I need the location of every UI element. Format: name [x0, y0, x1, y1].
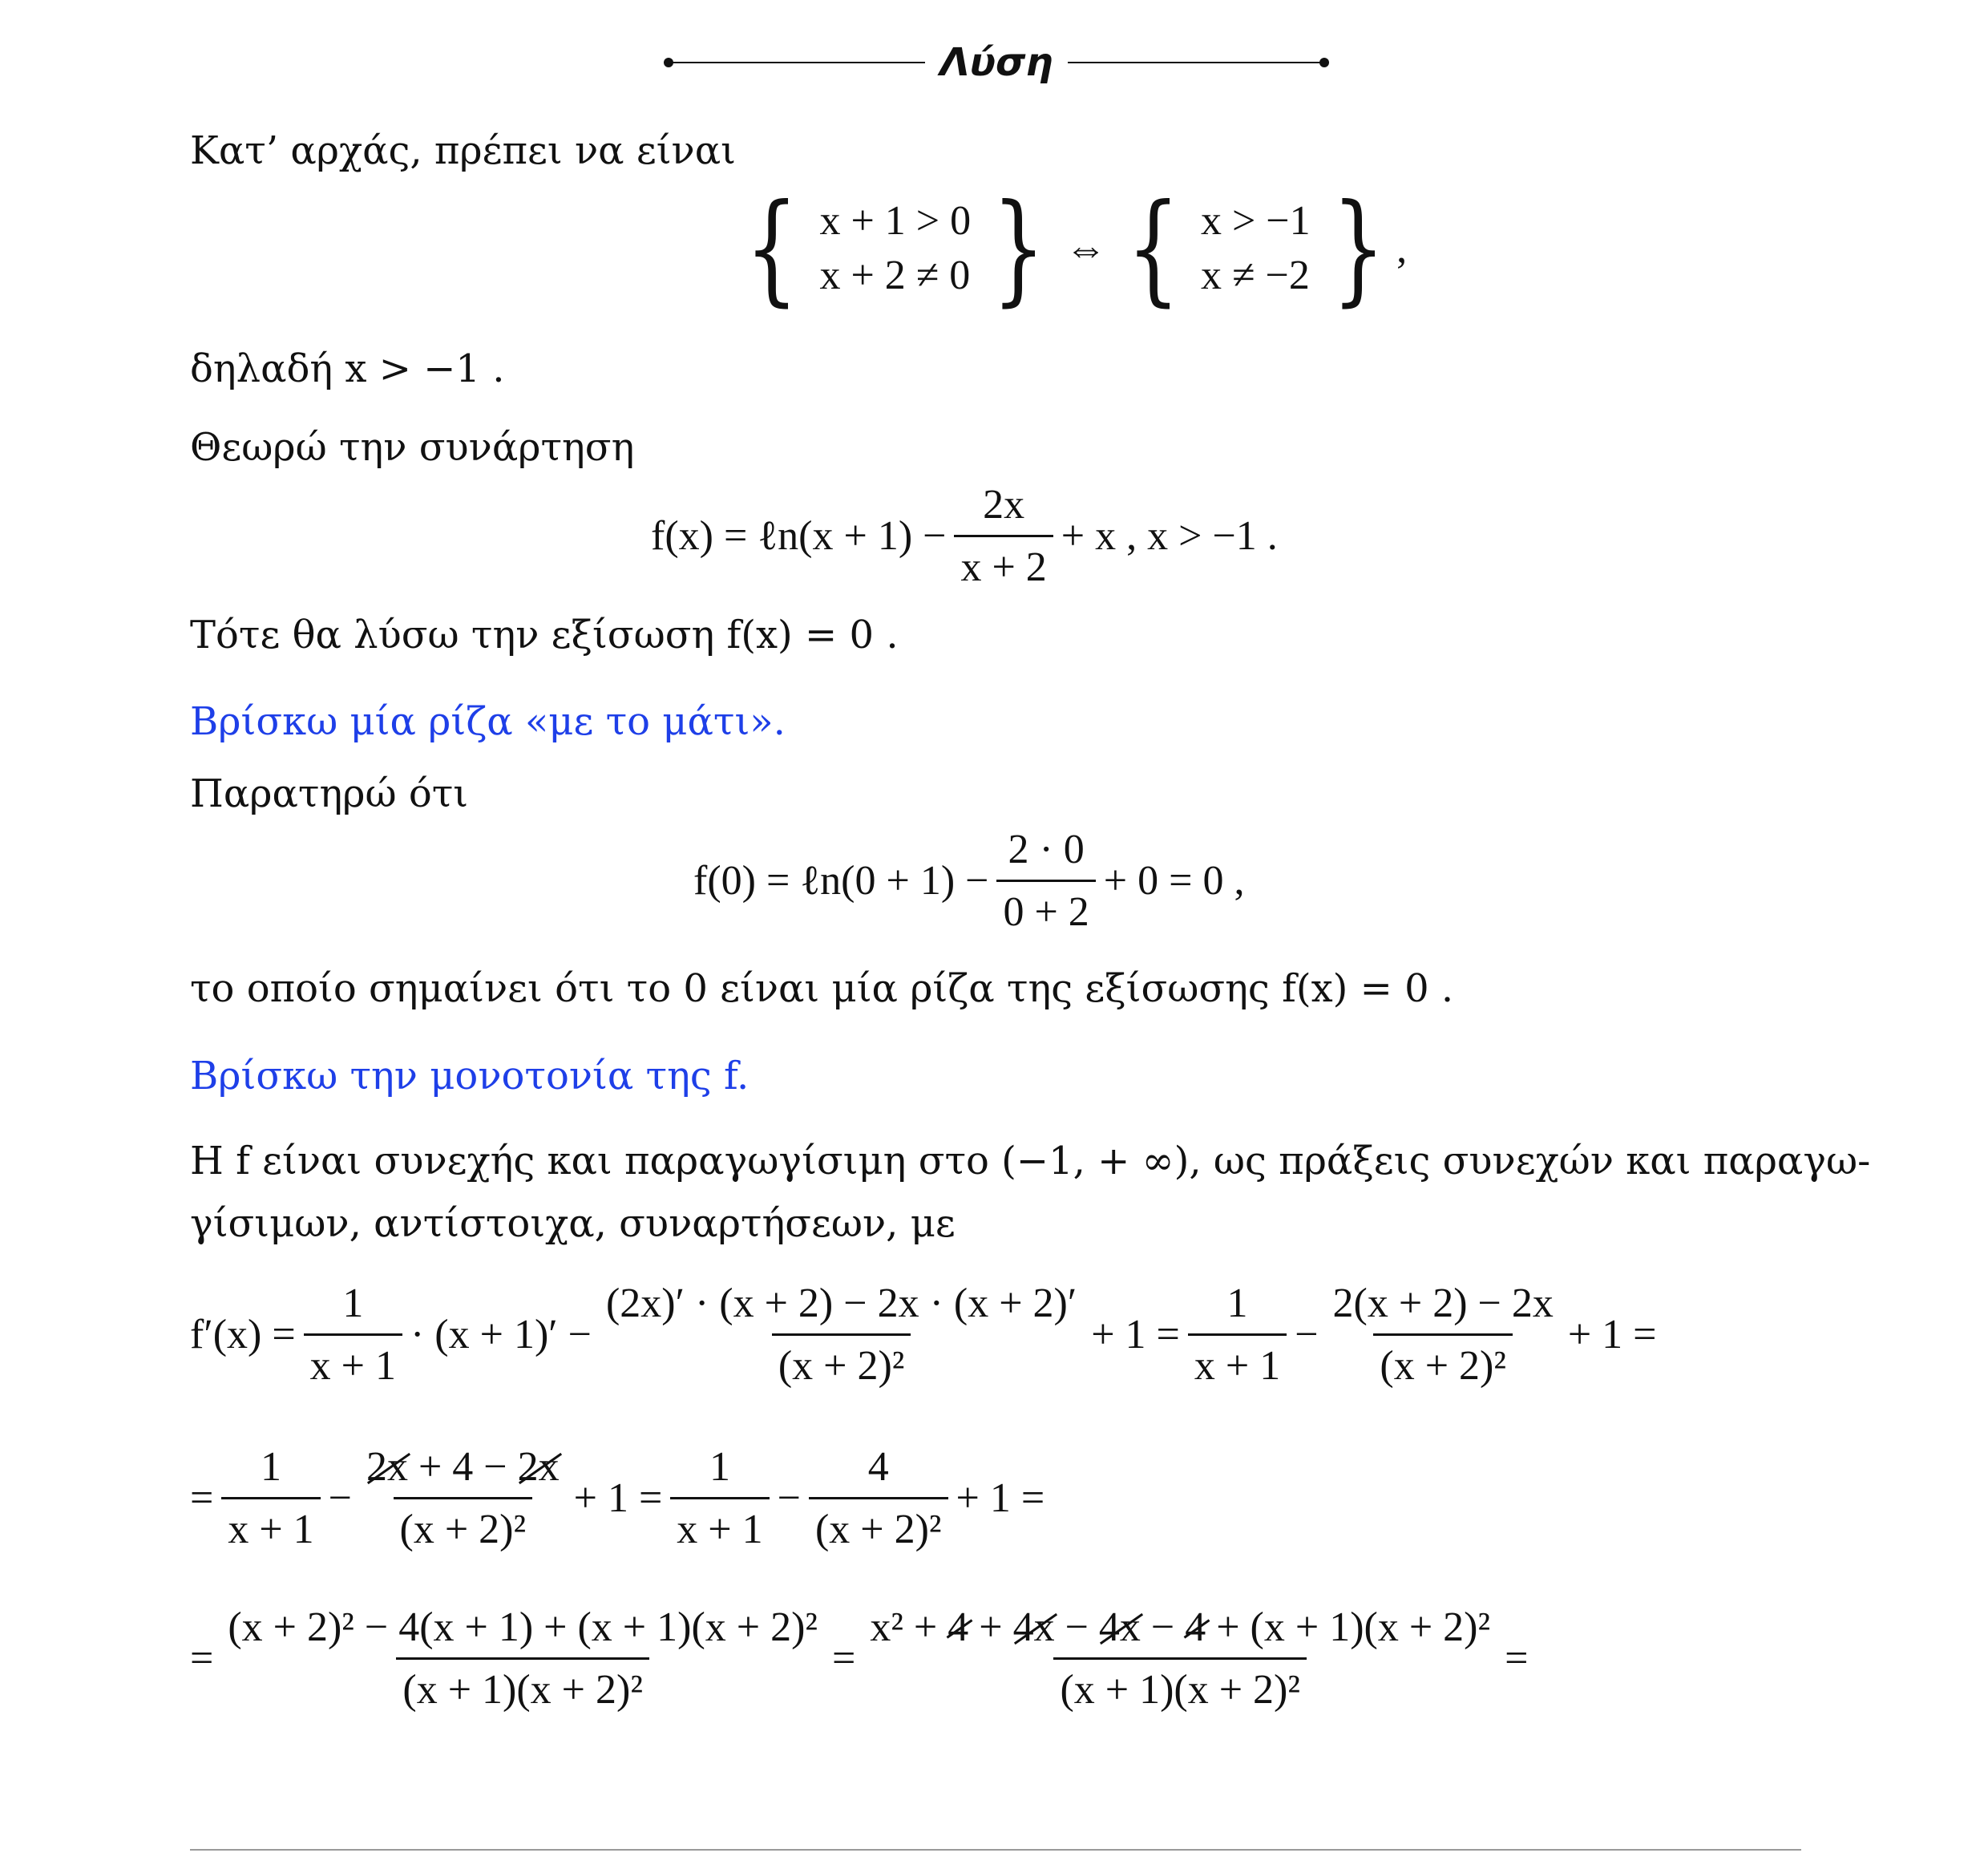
d2-fraction-1 [221, 1443, 320, 1553]
d1-fraction-2 [600, 1280, 1083, 1390]
d2-f4-numerator: 4 [867, 1444, 889, 1490]
system-left-row-1: x + 1 > 0 [819, 198, 972, 244]
d1-fraction-3 [1188, 1280, 1287, 1390]
domain-system [733, 179, 1408, 318]
title-text: Λύση [939, 40, 1053, 85]
d2-term-1: − [328, 1475, 352, 1521]
eval-fraction [996, 826, 1095, 936]
d3-num-part-a: x² + [870, 1604, 948, 1650]
title-right-rule [1068, 62, 1324, 63]
eval-lhs: f(0) = ℓn(0 + 1) − [693, 858, 989, 904]
d3-fraction-2 [863, 1604, 1497, 1713]
title-right-dot [1319, 58, 1329, 67]
paragraph-domain-intro: Κατ’ αρχάς, πρέπει να είναι [190, 128, 736, 173]
d1-f2-denominator: (x + 2)² [772, 1333, 911, 1390]
paragraph-observe: Παρατηρώ ότι [190, 771, 469, 816]
d2-cancelled-term-2: 2x [517, 1444, 560, 1490]
d3-num-part-i: + (x + 1)(x + 2)² [1206, 1604, 1491, 1650]
derivative-line-2 [190, 1443, 1045, 1553]
function-definition [651, 481, 1278, 591]
eval-rhs: + 0 = 0 , [1103, 858, 1245, 904]
left-brace-close: } [992, 179, 1046, 318]
d1-term-4: + 1 = [1567, 1312, 1657, 1357]
system-left [733, 179, 1057, 318]
paragraph-define-function: Θεωρώ την συνάρτηση [190, 425, 635, 470]
system-left-row-2: x + 2 ≠ 0 [819, 253, 971, 298]
system-right [1115, 179, 1397, 318]
paragraph-continuity-line-2: γίσιμων, αντίστοιχα, συναρτήσεων, με [190, 1201, 956, 1246]
eval-fraction-denominator: 0 + 2 [996, 880, 1095, 936]
system-right-row-1: x > −1 [1200, 198, 1311, 244]
right-brace-close: } [1331, 179, 1385, 318]
d3-num-part-g: − [1140, 1604, 1186, 1650]
d2-fraction-3 [670, 1443, 769, 1553]
d1-term-3: − [1295, 1312, 1319, 1357]
d2-f4-denominator: (x + 2)² [809, 1497, 948, 1553]
d1-f3-denominator: x + 1 [1188, 1333, 1287, 1390]
right-brace-open: { [1125, 179, 1180, 318]
derivative-line-3 [190, 1604, 1528, 1713]
d2-f3-denominator: x + 1 [670, 1497, 769, 1553]
d3-num-part-c: + [968, 1604, 1013, 1650]
d3-term-2: = [1505, 1636, 1529, 1681]
d3-cancelled-4-a: 4 [948, 1604, 969, 1650]
d2-fraction-2 [360, 1443, 566, 1553]
d2-f2-numerator-middle: + 4 − [407, 1444, 518, 1490]
d1-lhs: f′(x) = [190, 1312, 296, 1357]
d2-f2-numerator [360, 1443, 566, 1497]
d2-f1-denominator: x + 1 [221, 1497, 320, 1553]
def-lhs: f(x) = ℓn(x + 1) − [651, 513, 947, 559]
d2-f3-numerator: 1 [709, 1444, 730, 1490]
d3-f1-numerator: (x + 2)² − 4(x + 1) + (x + 1)(x + 2)² [228, 1604, 818, 1650]
footer-rule [190, 1849, 1801, 1851]
left-brace-open: { [745, 179, 799, 318]
d1-fraction-1 [304, 1280, 402, 1390]
paragraph-domain-result: δηλαδή x > −1 . [190, 346, 505, 391]
paragraph-continuity-line-1: Η f είναι συνεχής και παραγωγίσιμη στο (−1, + ∞), ως πράξεις συνεχών και παραγω- [190, 1139, 1871, 1183]
d2-term-3: − [777, 1475, 801, 1521]
d2-term-2: + 1 = [573, 1475, 663, 1521]
d1-f4-numerator: 2(x + 2) − 2x [1332, 1280, 1554, 1326]
def-fraction-numerator: 2x [983, 482, 1025, 528]
system-trailing-comma: , [1396, 225, 1408, 272]
paragraph-root-conclusion: το οποίο σημαίνει ότι το 0 είναι μία ρίζα της εξίσωσης f(x) = 0 . [190, 966, 1454, 1011]
d1-f1-numerator: 1 [342, 1280, 364, 1326]
d2-f1-numerator: 1 [260, 1444, 281, 1490]
d2-cancelled-term-1: 2x [366, 1444, 408, 1490]
d1-f1-denominator: x + 1 [304, 1333, 402, 1390]
d2-lhs: = [190, 1475, 214, 1521]
evaluation-at-zero [693, 826, 1244, 936]
d2-f2-denominator: (x + 2)² [394, 1497, 533, 1553]
d3-f1-denominator: (x + 1)(x + 2)² [396, 1657, 649, 1713]
d3-cancelled-4x-a: 4x [1012, 1604, 1055, 1650]
def-fraction [954, 481, 1053, 591]
derivative-line-1 [190, 1280, 1657, 1390]
d3-fraction-1 [221, 1604, 824, 1713]
d3-f2-numerator [863, 1604, 1497, 1657]
def-rhs: + x , x > −1 . [1061, 513, 1278, 559]
d3-cancelled-4x-b: 4x [1098, 1604, 1141, 1650]
d1-fraction-4 [1327, 1280, 1560, 1390]
system-right-row-2: x ≠ −2 [1200, 253, 1310, 298]
equivalence-symbol: ⇔ [1065, 225, 1107, 272]
section-title [664, 40, 1329, 88]
paragraph-equation: Τότε θα λύσω την εξίσωση f(x) = 0 . [190, 613, 899, 657]
eval-fraction-numerator: 2 · 0 [1008, 827, 1085, 872]
d1-term-2: + 1 = [1091, 1312, 1180, 1357]
d1-term-1: · (x + 1)′ − [410, 1312, 592, 1357]
d1-f2-numerator: (2x)′ · (x + 2) − 2x · (x + 2)′ [605, 1280, 1077, 1326]
subheading-monotonicity: Βρίσκω την μονοτονία της f. [190, 1054, 750, 1098]
d3-f2-denominator: (x + 1)(x + 2)² [1053, 1657, 1307, 1713]
def-fraction-denominator: x + 2 [954, 535, 1053, 591]
d2-fraction-4 [809, 1443, 948, 1553]
d3-lhs: = [190, 1636, 214, 1681]
d3-term-1: = [832, 1636, 856, 1681]
d2-term-4: + 1 = [956, 1475, 1045, 1521]
d3-num-part-e: − [1054, 1604, 1099, 1650]
subheading-find-root: Βρίσκω μία ρίζα «με το μάτι». [190, 699, 786, 744]
d1-f4-denominator: (x + 2)² [1373, 1333, 1513, 1390]
d3-cancelled-4-b: 4 [1185, 1604, 1206, 1650]
d1-f3-numerator: 1 [1226, 1280, 1248, 1326]
